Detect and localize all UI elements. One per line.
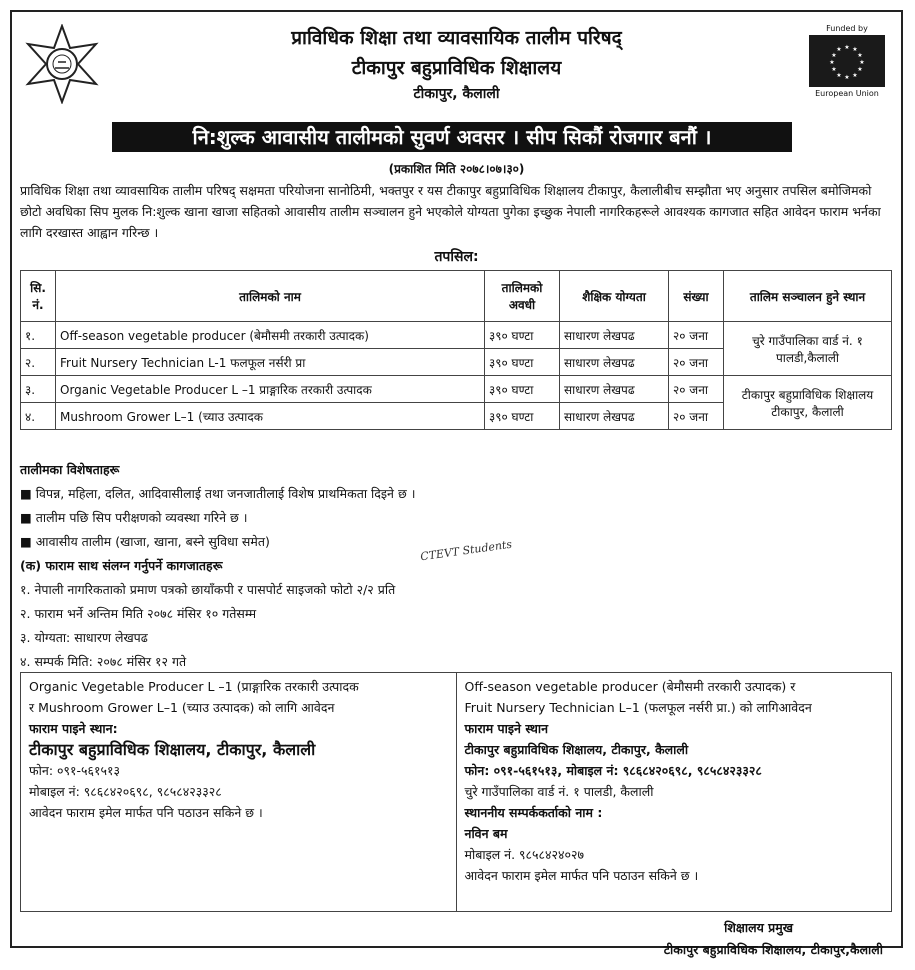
row-name: Fruit Nursery Technician L-1 फलफूल नर्सरी प्रा <box>56 349 485 376</box>
feature-text: विपन्न, महिला, दलित, आदिवासीलाई तथा जनजातीलाई विशेष प्राथमिकता दिइने छ । <box>35 486 416 501</box>
svg-text:★: ★ <box>829 59 835 66</box>
svg-text:★: ★ <box>852 46 858 53</box>
bullet-icon: ■ <box>20 486 36 501</box>
header <box>12 24 901 103</box>
svg-text:★: ★ <box>844 44 850 51</box>
header-location: टीकापुर, कैलाली <box>413 86 500 102</box>
row-education: साधारण लेखपढ <box>560 322 669 349</box>
row-education: साधारण लेखपढ <box>560 403 669 430</box>
list-item <box>20 482 892 506</box>
col-count: संख्या <box>669 271 724 322</box>
application-box-right <box>456 673 892 911</box>
row-name: Organic Vegetable Producer L –1 प्राङ्गारिक तरकारी उत्पादक <box>56 376 485 403</box>
row-duration: ३९० घण्टा <box>485 349 560 376</box>
svg-text:★: ★ <box>844 74 850 81</box>
list-item <box>20 506 892 530</box>
row-count: २० जना <box>669 376 724 403</box>
bullet-icon: ■ <box>20 510 36 525</box>
intro-paragraph: प्राविधिक शिक्षा तथा व्यावसायिक तालीम परिषद् सक्षमता परियोजना सानोठिमी, भक्तपुर र यस टीकापुर बहुप्राविधिक शिक्षालय टीकापुर, कैलालीबीच सम्झौता भए अनुसार तपसिल बमोजिमको छोटो अवधिका सिप मुलक नि:शुल्क खाना खाजा सहितको आवासीय तालीम सञ्चालन हुने भएकोले योग्यता पुगेका इच्छुक नेपाली नागरिकहरूले आवश्यक कागजात सहित आवेदन फाराम भर्नका लागि दरखास्त आह्वान गरिन्छ । <box>20 183 881 240</box>
application-box-left <box>21 673 456 911</box>
feature-text: तालीम पछि सिप परीक्षणको व्यवस्था गरिने छ । <box>35 510 248 525</box>
bullet-icon: ■ <box>20 534 36 549</box>
row-place: टीकापुर बहुप्राविधिक शिक्षालय टीकापुर, कैलाली <box>724 376 892 430</box>
row-name: Off-season vegetable producer (बेमौसमी तरकारी उत्पादक) <box>56 322 485 349</box>
box-subheading: फाराम पाइने स्थान <box>464 721 549 736</box>
box-email-note: आवेदन फाराम इमेल मार्फत पनि पठाउन सकिने छ । <box>29 805 263 820</box>
col-name: तालिमको नाम <box>56 271 485 322</box>
box-phone: फोन: ०९१-५६१५१३, मोबाइल नं: ९८६८४२०६९८, ९८५८४२३३२८ <box>464 763 762 778</box>
col-place: तालिम सञ्चालन हुने स्थान <box>724 271 892 322</box>
features-section <box>20 458 892 674</box>
box-line: र Mushroom Grower L–1 (च्याउ उत्पादक) को लागि आवेदन <box>29 700 335 715</box>
row-count: २० जना <box>669 403 724 430</box>
row-sn: ४. <box>21 403 56 430</box>
box-email-note: आवेदन फाराम इमेल मार्फत पनि पठाउन सकिने छ । <box>464 868 699 883</box>
eu-name-text: European Union <box>815 89 879 98</box>
signature-title: शिक्षालय प्रमुख <box>724 920 793 935</box>
svg-text:★: ★ <box>857 52 863 59</box>
table-row <box>21 322 892 349</box>
box-subheading: फाराम पाइने स्थान: <box>29 721 118 736</box>
row-duration: ३९० घण्टा <box>485 322 560 349</box>
application-boxes <box>20 672 892 912</box>
svg-text:★: ★ <box>836 46 842 53</box>
box-school-name: टीकापुर बहुप्राविधिक शिक्षालय, टीकापुर, कैलाली <box>464 742 689 757</box>
box-contact-name: नविन बम <box>464 826 508 841</box>
svg-text:★: ★ <box>836 72 842 79</box>
svg-text:★: ★ <box>852 72 858 79</box>
document-item: २. फाराम भर्ने अन्तिम मिति २०७८ मंसिर १० गतेसम्म <box>20 606 257 621</box>
header-council-title: प्राविधिक शिक्षा तथा व्यावसायिक तालीम परिषद् <box>291 27 622 49</box>
document-item: ३. योग्यता: साधारण लेखपढ <box>20 630 148 645</box>
document-item: ४. सम्पर्क मिति: २०७८ मंसिर १२ गते <box>20 654 187 669</box>
box-line: Organic Vegetable Producer L –1 (प्राङ्गारिक तरकारी उत्पादक <box>29 679 359 694</box>
document-item: १. नेपाली नागरिकताको प्रमाण पत्रको छायाँकपी र पासपोर्ट साइजको फोटो २/२ प्रति <box>20 582 396 597</box>
row-name: Mushroom Grower L–1 (च्याउ उत्पादक <box>56 403 485 430</box>
header-school-title: टीकापुर बहुप्राविधिक शिक्षालय <box>351 57 562 79</box>
col-duration: तालिमको अवधी <box>485 271 560 322</box>
box-mobile: मोबाइल नं: ९८६८४२०६९८, ९८५८४२३३२८ <box>29 784 222 799</box>
svg-text:★: ★ <box>831 66 837 73</box>
box-line: Fruit Nursery Technician L–1 (फलफूल नर्सरी प्रा.) को लागिआवेदन <box>464 700 812 715</box>
watermark: CTEVT Students <box>419 537 513 564</box>
table-row <box>21 376 892 403</box>
row-count: २० जना <box>669 349 724 376</box>
svg-text:★: ★ <box>859 59 865 66</box>
publish-date: (प्रकाशित मिति २०७८।०७।३०) <box>388 162 525 176</box>
signature-org: टीकापुर बहुप्राविधिक शिक्षालय, टीकापुर,कैलाली <box>663 942 883 957</box>
row-sn: २. <box>21 349 56 376</box>
features-title: तालीमका विशेषताहरू <box>20 462 120 477</box>
eu-funded-by-text: Funded by <box>826 24 868 33</box>
row-duration: ३९० घण्टा <box>485 376 560 403</box>
table-header-row <box>21 271 892 322</box>
box-mobile: मोबाइल नं. ९८५८४२४०२७ <box>464 847 585 862</box>
box-contact-heading: स्थाननीय सम्पर्ककर्ताको नाम : <box>464 805 603 820</box>
col-sn: सि. नं. <box>21 271 56 322</box>
headline-banner: नि:शुल्क आवासीय तालीमको सुवर्ण अवसर । सीप सिकौं रोजगार बनौं । <box>112 122 792 152</box>
row-place: चुरे गाउँपालिका वार्ड नं. १ पालडी,कैलाली <box>724 322 892 376</box>
col-education: शैक्षिक योग्यता <box>560 271 669 322</box>
box-phone: फोन: ०९१-५६१५१३ <box>29 763 121 778</box>
row-count: २० जना <box>669 322 724 349</box>
row-education: साधारण लेखपढ <box>560 376 669 403</box>
details-heading: तपसिल: <box>434 249 479 265</box>
box-school-name: टीकापुर बहुप्राविधिक शिक्षालय, टीकापुर, कैलाली <box>29 740 316 759</box>
feature-text: आवासीय तालीम (खाजा, खाना, बस्ने सुविधा समेत) <box>35 534 270 549</box>
box-line: Off-season vegetable producer (बेमौसमी तरकारी उत्पादक) र <box>464 679 796 694</box>
svg-text:★: ★ <box>831 52 837 59</box>
box-address: चुरे गाउँपालिका वार्ड नं. १ पालडी, कैलाली <box>464 784 654 799</box>
documents-title: (क) फाराम साथ संलग्न गर्नुपर्ने कागजातहरू <box>20 558 223 573</box>
training-table <box>20 270 892 430</box>
row-sn: १. <box>21 322 56 349</box>
notice-page <box>10 10 903 957</box>
row-sn: ३. <box>21 376 56 403</box>
signature-block <box>664 917 883 961</box>
row-education: साधारण लेखपढ <box>560 349 669 376</box>
row-duration: ३९० घण्टा <box>485 403 560 430</box>
svg-text:★: ★ <box>857 66 863 73</box>
